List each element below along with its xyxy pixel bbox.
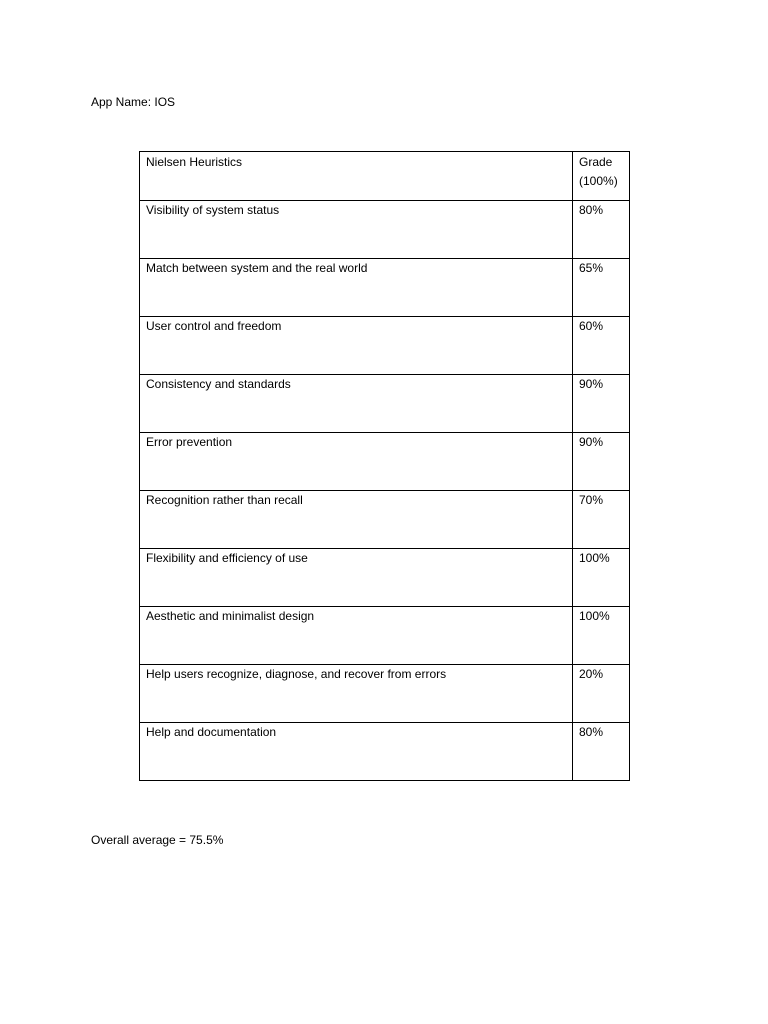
heuristic-cell: User control and freedom [140, 317, 573, 375]
heuristics-table [139, 151, 630, 781]
table-header-row [140, 152, 630, 201]
grade-cell: 20% [573, 665, 630, 723]
heuristic-cell: Flexibility and efficiency of use [140, 549, 573, 607]
heuristic-cell: Aesthetic and minimalist design [140, 607, 573, 665]
app-name-heading: App Name: IOS [91, 95, 176, 109]
grade-cell: 80% [573, 201, 630, 259]
table-row [140, 549, 630, 607]
heuristic-cell: Error prevention [140, 433, 573, 491]
grade-cell: 60% [573, 317, 630, 375]
table-row [140, 491, 630, 549]
overall-average: Overall average = 75.5% [91, 833, 224, 847]
grade-cell: 70% [573, 491, 630, 549]
header-grade-line1: Grade [579, 155, 613, 169]
header-grade [573, 152, 630, 201]
table-row [140, 201, 630, 259]
heuristic-cell: Consistency and standards [140, 375, 573, 433]
table-row [140, 665, 630, 723]
table-row [140, 317, 630, 375]
heuristic-cell: Help users recognize, diagnose, and recover from errors [140, 665, 573, 723]
header-heuristic: Nielsen Heuristics [140, 152, 573, 201]
header-grade-line2: (100%) [579, 174, 618, 188]
table-row [140, 607, 630, 665]
table-row [140, 375, 630, 433]
heuristic-cell: Help and documentation [140, 723, 573, 781]
grade-cell: 100% [573, 549, 630, 607]
grade-cell: 90% [573, 433, 630, 491]
table-row [140, 259, 630, 317]
table-row [140, 723, 630, 781]
grade-cell: 90% [573, 375, 630, 433]
table-row [140, 433, 630, 491]
heuristic-cell: Visibility of system status [140, 201, 573, 259]
grade-cell: 100% [573, 607, 630, 665]
heuristic-cell: Match between system and the real world [140, 259, 573, 317]
grade-cell: 80% [573, 723, 630, 781]
heuristic-cell: Recognition rather than recall [140, 491, 573, 549]
grade-cell: 65% [573, 259, 630, 317]
